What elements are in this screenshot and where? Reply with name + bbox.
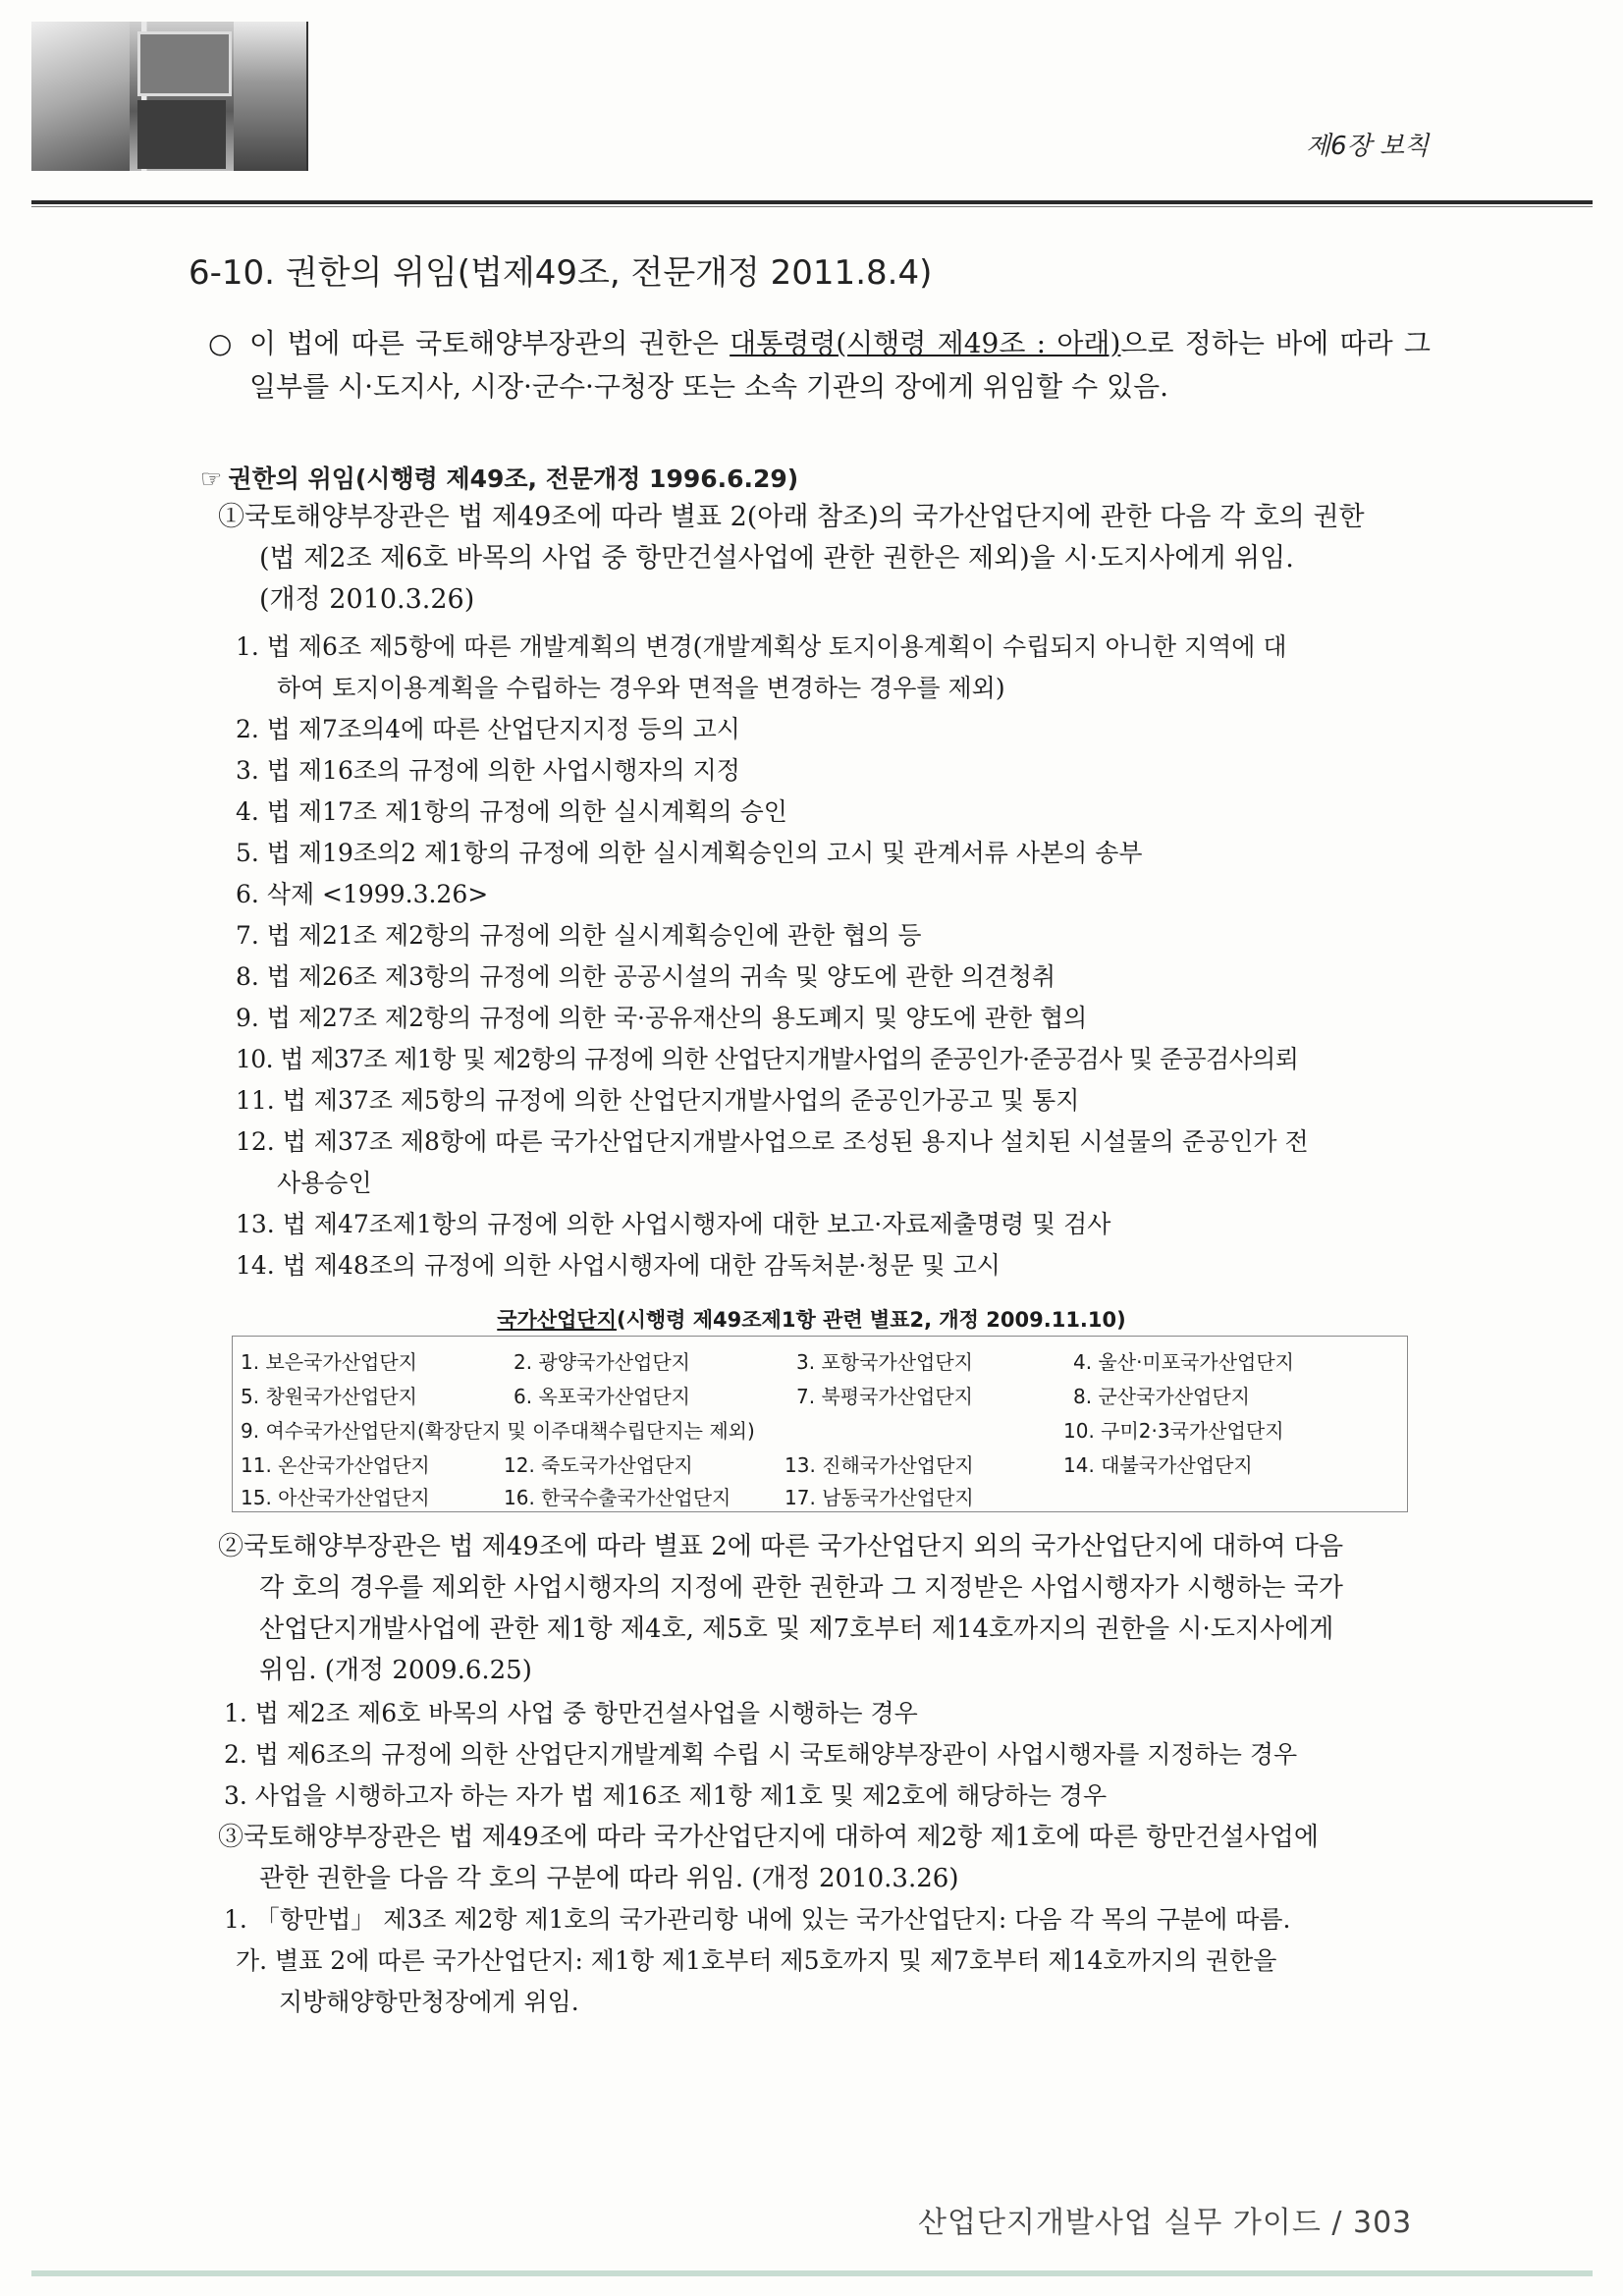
paragraph-3-line: ③국토해양부장관은 법 제49조에 따라 국가산업단지에 대하여 제2항 제1호에 따른 항만건설사업에: [218, 1823, 1319, 1852]
list-item: 10. 법 제37조 제1항 및 제2항의 규정에 의한 산업단지개발사업의 준공인가·준공검사 및 준공검사의뢰: [236, 1045, 1299, 1073]
table-cell: 11. 온산국가산업단지: [241, 1453, 430, 1477]
list-item: 11. 법 제37조 제5항의 규정에 의한 산업단지개발사업의 준공인가공고 및 통지: [236, 1086, 1080, 1115]
intro-paragraph: [208, 322, 1431, 409]
list-item: 7. 법 제21조 제2항의 규정에 의한 실시계획승인에 관한 협의 등: [236, 921, 922, 950]
paragraph-1-line: (개정 2010.3.26): [259, 584, 475, 615]
list-item: 4. 법 제17조 제1항의 규정에 의한 실시계획의 승인: [236, 797, 787, 826]
photo-panel: [234, 22, 306, 171]
section-title: 6-10. 권한의 위임(법제49조, 전문개정 2011.8.4): [189, 253, 933, 293]
paragraph-3-line: 관한 권한을 다음 각 호의 구분에 따라 위임. (개정 2010.3.26): [259, 1864, 959, 1893]
paragraph-2: [218, 1526, 1421, 1691]
list-item: 1. 법 제2조 제6호 바목의 사업 중 항만건설사업을 시행하는 경우: [224, 1699, 918, 1727]
industrial-complex-table: [232, 1336, 1408, 1512]
list-item-cont: 지방해양항만청장에게 위임.: [279, 1988, 579, 2016]
table-cell: 3. 포항국가산업단지: [796, 1350, 973, 1374]
table-cell: 2. 광양국가산업단지: [514, 1350, 690, 1374]
photo-panel: [31, 22, 130, 171]
intro-text: [249, 322, 1431, 409]
list-item: 가. 별표 2에 따른 국가산업단지: 제1항 제1호부터 제5호까지 및 제7호부터 제14호까지의 권한을: [236, 1946, 1277, 1975]
table-cell: 4. 울산·미포국가산업단지: [1073, 1350, 1294, 1374]
table-cell: 6. 옥포국가산업단지: [514, 1385, 690, 1408]
intro-underlined: 대통령령(시행령 제49조 : 아래): [730, 327, 1121, 359]
list-item: 14. 법 제48조의 규정에 의한 사업시행자에 대한 감독처분·청문 및 고시: [236, 1251, 1001, 1280]
list-item-cont: 사용승인: [277, 1169, 372, 1197]
bullet-circle: ○: [208, 327, 233, 359]
list-item: 13. 법 제47조제1항의 규정에 의한 사업시행자에 대한 보고·자료제출명령 및 검사: [236, 1210, 1111, 1238]
table-cell: 15. 아산국가산업단지: [241, 1486, 430, 1509]
table-cell: 10. 구미2·3국가산업단지: [1063, 1419, 1284, 1443]
list-item: 3. 사업을 시행하고자 하는 자가 법 제16조 제1항 제1호 및 제2호에 해당하는 경우: [224, 1781, 1108, 1810]
table-title-rest: (시행령 제49조제1항 관련 별표2, 개정 2009.11.10): [616, 1308, 1126, 1332]
table-cell: 17. 남동국가산업단지: [784, 1486, 974, 1509]
list-item: 2. 법 제7조의4에 따른 산업단지지정 등의 고시: [236, 715, 740, 743]
list-item: 9. 법 제27조 제2항의 규정에 의한 국·공유재산의 용도폐지 및 양도에 관한 협의: [236, 1004, 1088, 1032]
photo-panel: [137, 31, 232, 96]
list-item: 8. 법 제26조 제3항의 규정에 의한 공공시설의 귀속 및 양도에 관한 의견청취: [236, 962, 1056, 991]
list-item: 1. 「항만법」 제3조 제2항 제1호의 국가관리항 내에 있는 국가산업단지: 다음 각 목의 구분에 따름.: [224, 1905, 1291, 1934]
photo-panel: [137, 100, 226, 169]
decree-heading: [200, 460, 798, 495]
footer-rule: [31, 2270, 1593, 2276]
list-item: 2. 법 제6조의 규정에 의한 산업단지개발계획 수립 시 국토해양부장관이 사업시행자를 지정하는 경우: [224, 1740, 1298, 1769]
paragraph-1-line: ①국토해양부장관은 법 제49조에 따라 별표 2(아래 참조)의 국가산업단지에 관한 다음 각 호의 권한: [218, 502, 1365, 532]
chapter-label: 제6장 보칙: [1306, 132, 1430, 161]
table-cell: 1. 보은국가산업단지: [241, 1350, 417, 1374]
list-item: 3. 법 제16조의 규정에 의한 사업시행자의 지정: [236, 756, 740, 785]
header-photo: [31, 22, 308, 171]
table-title: [0, 1304, 1623, 1334]
paragraph-1: [218, 497, 1421, 621]
paragraph-2-line: 위임. (개정 2009.6.25): [259, 1656, 532, 1685]
paragraph-2-line: 각 호의 경우를 제외한 사업시행자의 지정에 관한 권한과 그 지정받은 사업시행자가 시행하는 국가: [259, 1573, 1343, 1603]
table-cell: 9. 여수국가산업단지(확장단지 및 이주대책수립단지는 제외): [241, 1419, 755, 1443]
paragraph-2-line: ②국토해양부장관은 법 제49조에 따라 별표 2에 따른 국가산업단지 외의 국가산업단지에 대하여 다음: [218, 1532, 1344, 1561]
table-cell: 7. 북평국가산업단지: [796, 1385, 973, 1408]
list-item-cont: 하여 토지이용계획을 수립하는 경우와 면적을 변경하는 경우를 제외): [277, 674, 1005, 702]
table-cell: 14. 대불국가산업단지: [1063, 1453, 1253, 1477]
decree-heading-text: 권한의 위임(시행령 제49조, 전문개정 1996.6.29): [228, 465, 799, 493]
item-list-3: [224, 1899, 1402, 2023]
header-rule: [31, 200, 1593, 204]
header-rule-thin: [31, 206, 1593, 207]
intro-text-part: 이 법에 따른 국토해양부장관의 권한은: [249, 327, 730, 359]
paragraph-1-line: (법 제2조 제6호 바목의 사업 중 항만건설사업에 관한 권한은 제외)을 시·도지사에게 위임.: [259, 543, 1294, 574]
table-cell: 13. 진해국가산업단지: [784, 1453, 974, 1477]
item-list-1: [236, 627, 1414, 1286]
paragraph-2-line: 산업단지개발사업에 관한 제1항 제4호, 제5호 및 제7호부터 제14호까지의 권한을 시·도지사에게: [259, 1614, 1334, 1644]
table-cell: 5. 창원국가산업단지: [241, 1385, 417, 1408]
table-title-underlined: 국가산업단지: [497, 1308, 617, 1332]
item-list-2: [224, 1693, 1402, 1817]
table-cell: 8. 군산국가산업단지: [1073, 1385, 1250, 1408]
pointing-hand-icon: ☞: [200, 465, 223, 493]
footer-page-label: 산업단지개발사업 실무 가이드 / 303: [918, 2206, 1413, 2240]
intro-text-part: 으로 정하는 바에 따라 그 일부를 시·도지사, 시장·군수·구청장 또는 소속 기관의 장에게 위임할 수 있음.: [249, 327, 1431, 403]
paragraph-3: [218, 1817, 1421, 1899]
list-item: 1. 법 제6조 제5항에 따른 개발계획의 변경(개발계획상 토지이용계획이 수립되지 아니한 지역에 대: [236, 632, 1287, 661]
list-item: 12. 법 제37조 제8항에 따른 국가산업단지개발사업으로 조성된 용지나 설치된 시설물의 준공인가 전: [236, 1127, 1309, 1156]
list-item: 5. 법 제19조의2 제1항의 규정에 의한 실시계획승인의 고시 및 관계서류 사본의 송부: [236, 839, 1143, 867]
table-cell: 12. 죽도국가산업단지: [504, 1453, 693, 1477]
table-cell: 16. 한국수출국가산업단지: [504, 1486, 731, 1509]
list-item: 6. 삭제 <1999.3.26>: [236, 880, 489, 908]
